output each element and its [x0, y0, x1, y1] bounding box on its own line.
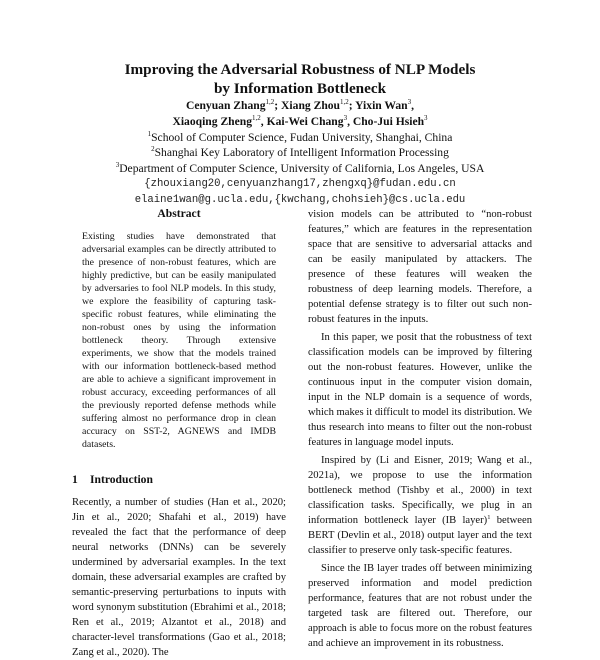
paragraph-text: between BERT (Devlin et al., 2018) output layer and the text classifier to preserve only task-specific features. [308, 515, 532, 556]
author-affiliation-mark: 1,2 [340, 98, 349, 106]
right-paragraph-2 [308, 453, 532, 558]
author-name: Xiang Zhou [281, 99, 341, 112]
author-affiliation-mark: 3 [407, 98, 412, 106]
right-paragraph-1: In this paper, we posit that the robustness of text classification models can be improved by filtering out the non-robust features. However, unlike the continuous input in the computer vision domain, input in the NLP domain is a sequence of words, which makes it difficult to model its distribution. We thus research into means to filter out the non-robust features in language model inputs. [308, 332, 532, 448]
title-line-2: by Information Bottleneck [213, 80, 387, 97]
author-line-1: Cenyuan Zhang$^{1,2}$; Xiang Zhou$^{1,2}$; Yixin Wan$^3$, [185, 98, 415, 112]
affiliation-text: Shanghai Key Laboratory of Intelligent Information Processing [154, 146, 449, 160]
affiliation-1 [50, 130, 550, 146]
section-heading-introduction [72, 473, 286, 487]
paragraph-text: Inspired by (Li and Eisner, 2019; Wang et al., 2021a), we propose to use the information bottleneck method (Tishby et al., 2000) in text classification tasks. Specifically, we plug in an information bottleneck layer (IB layer) [308, 455, 532, 526]
footnote-mark: 1 [487, 514, 491, 521]
right-paragraph-0: vision models can be attributed to “non-robust features,” which are features in the representation space that are sensitive to adversarial attacks and can be easily manipulated by attackers. The presence of these features will weaken the robustness of deep learning models. Therefore, a potential defense strategy is to filter out such non-robust features in the inputs. [308, 209, 532, 325]
abstract-text: Existing studies have demonstrated that adversarial examples can be directly attributed to the presence of non-robust features, which are highly predictive, but can be easily manipulated by adversaries to fool NLP models. In this study, we explore the feasibility of capturing task-specific robust features, while eliminating the non-robust ones by using the information bottleneck theory. Through extensive experiments, we show that the models trained with our information bottleneck-based method are able to achieve a significant improvement in robust accuracy, exceeding performances of all the previously reported defense methods while suffering almost no performance drop in clean accuracy on SST-2, AGNEWS and IMDB datasets. [82, 231, 276, 450]
section-number: 1 [72, 473, 78, 486]
author-name: Cenyuan Zhang [185, 99, 266, 112]
affiliation-mark: 3 [115, 161, 120, 170]
author-name: Cho-Jui Hsieh [352, 114, 425, 128]
affiliation-3 [50, 161, 550, 177]
left-column [72, 207, 286, 660]
author-affiliation-mark: 1,2 [265, 98, 275, 106]
abstract-heading: Abstract [157, 207, 201, 220]
affiliation-2 [50, 145, 550, 161]
email-line-2: elaine1wan@g.ucla.edu,{kwchang,chohsieh}@cs.ucla.edu [134, 193, 466, 206]
right-paragraph-3: Since the IB layer trades off between minimizing preserved information and model prediction performance, features that are not robust under the targeted task are filtered out. Therefore, our approach is able to focus more on the robust features and achieve an improvement in its robustness. [308, 563, 532, 649]
author-block [50, 98, 550, 209]
affiliation-text: School of Computer Science, Fudan University, Shanghai, China [151, 130, 453, 144]
author-affiliation-mark: 3 [343, 113, 348, 122]
author-name: Kai-Wei Chang [266, 114, 344, 128]
author-name: Yixin Wan [355, 99, 408, 112]
author-name: Xiaoqing Zheng [172, 114, 253, 128]
affiliation-text: Department of Computer Science, University of California, Los Angeles, USA [119, 162, 485, 176]
paper-title [60, 60, 540, 98]
introduction-paragraph-1: Recently, a number of studies (Han et al., 2020; Jin et al., 2020; Shafahi et al., 2019) have revealed the fact that the performance of deep neural networks (DNNs) can be severely undermined by adversarial examples. In the text domain, these adversarial examples are crafted by semantic-preserving perturbations to inputs with word synonym substitution (Ebrahimi et al., 2018; Ren et al., 2019; Alzantot et al., 2018) and character-level transformations (Gao et al., 2018; Zang et al., 2020). The [72, 497, 286, 658]
title-line-1: Improving the Adversarial Robustness of NLP Models [124, 61, 476, 78]
section-title: Introduction [90, 473, 153, 486]
right-column [308, 207, 532, 651]
email-line-1: {zhouxiang20,cenyuanzhang17,zhengxq}@fudan.edu.cn [144, 177, 456, 190]
author-affiliation-mark: 3 [424, 113, 428, 122]
affiliation-mark: 1 [147, 129, 152, 138]
author-affiliation-mark: 1,2 [252, 113, 261, 122]
author-line-2: Xiaoqing Zheng$^{1,2}$, Kai-Wei Chang$^3$, Cho-Jui Hsieh$^3$ [172, 113, 428, 128]
affiliation-mark: 2 [151, 145, 155, 154]
